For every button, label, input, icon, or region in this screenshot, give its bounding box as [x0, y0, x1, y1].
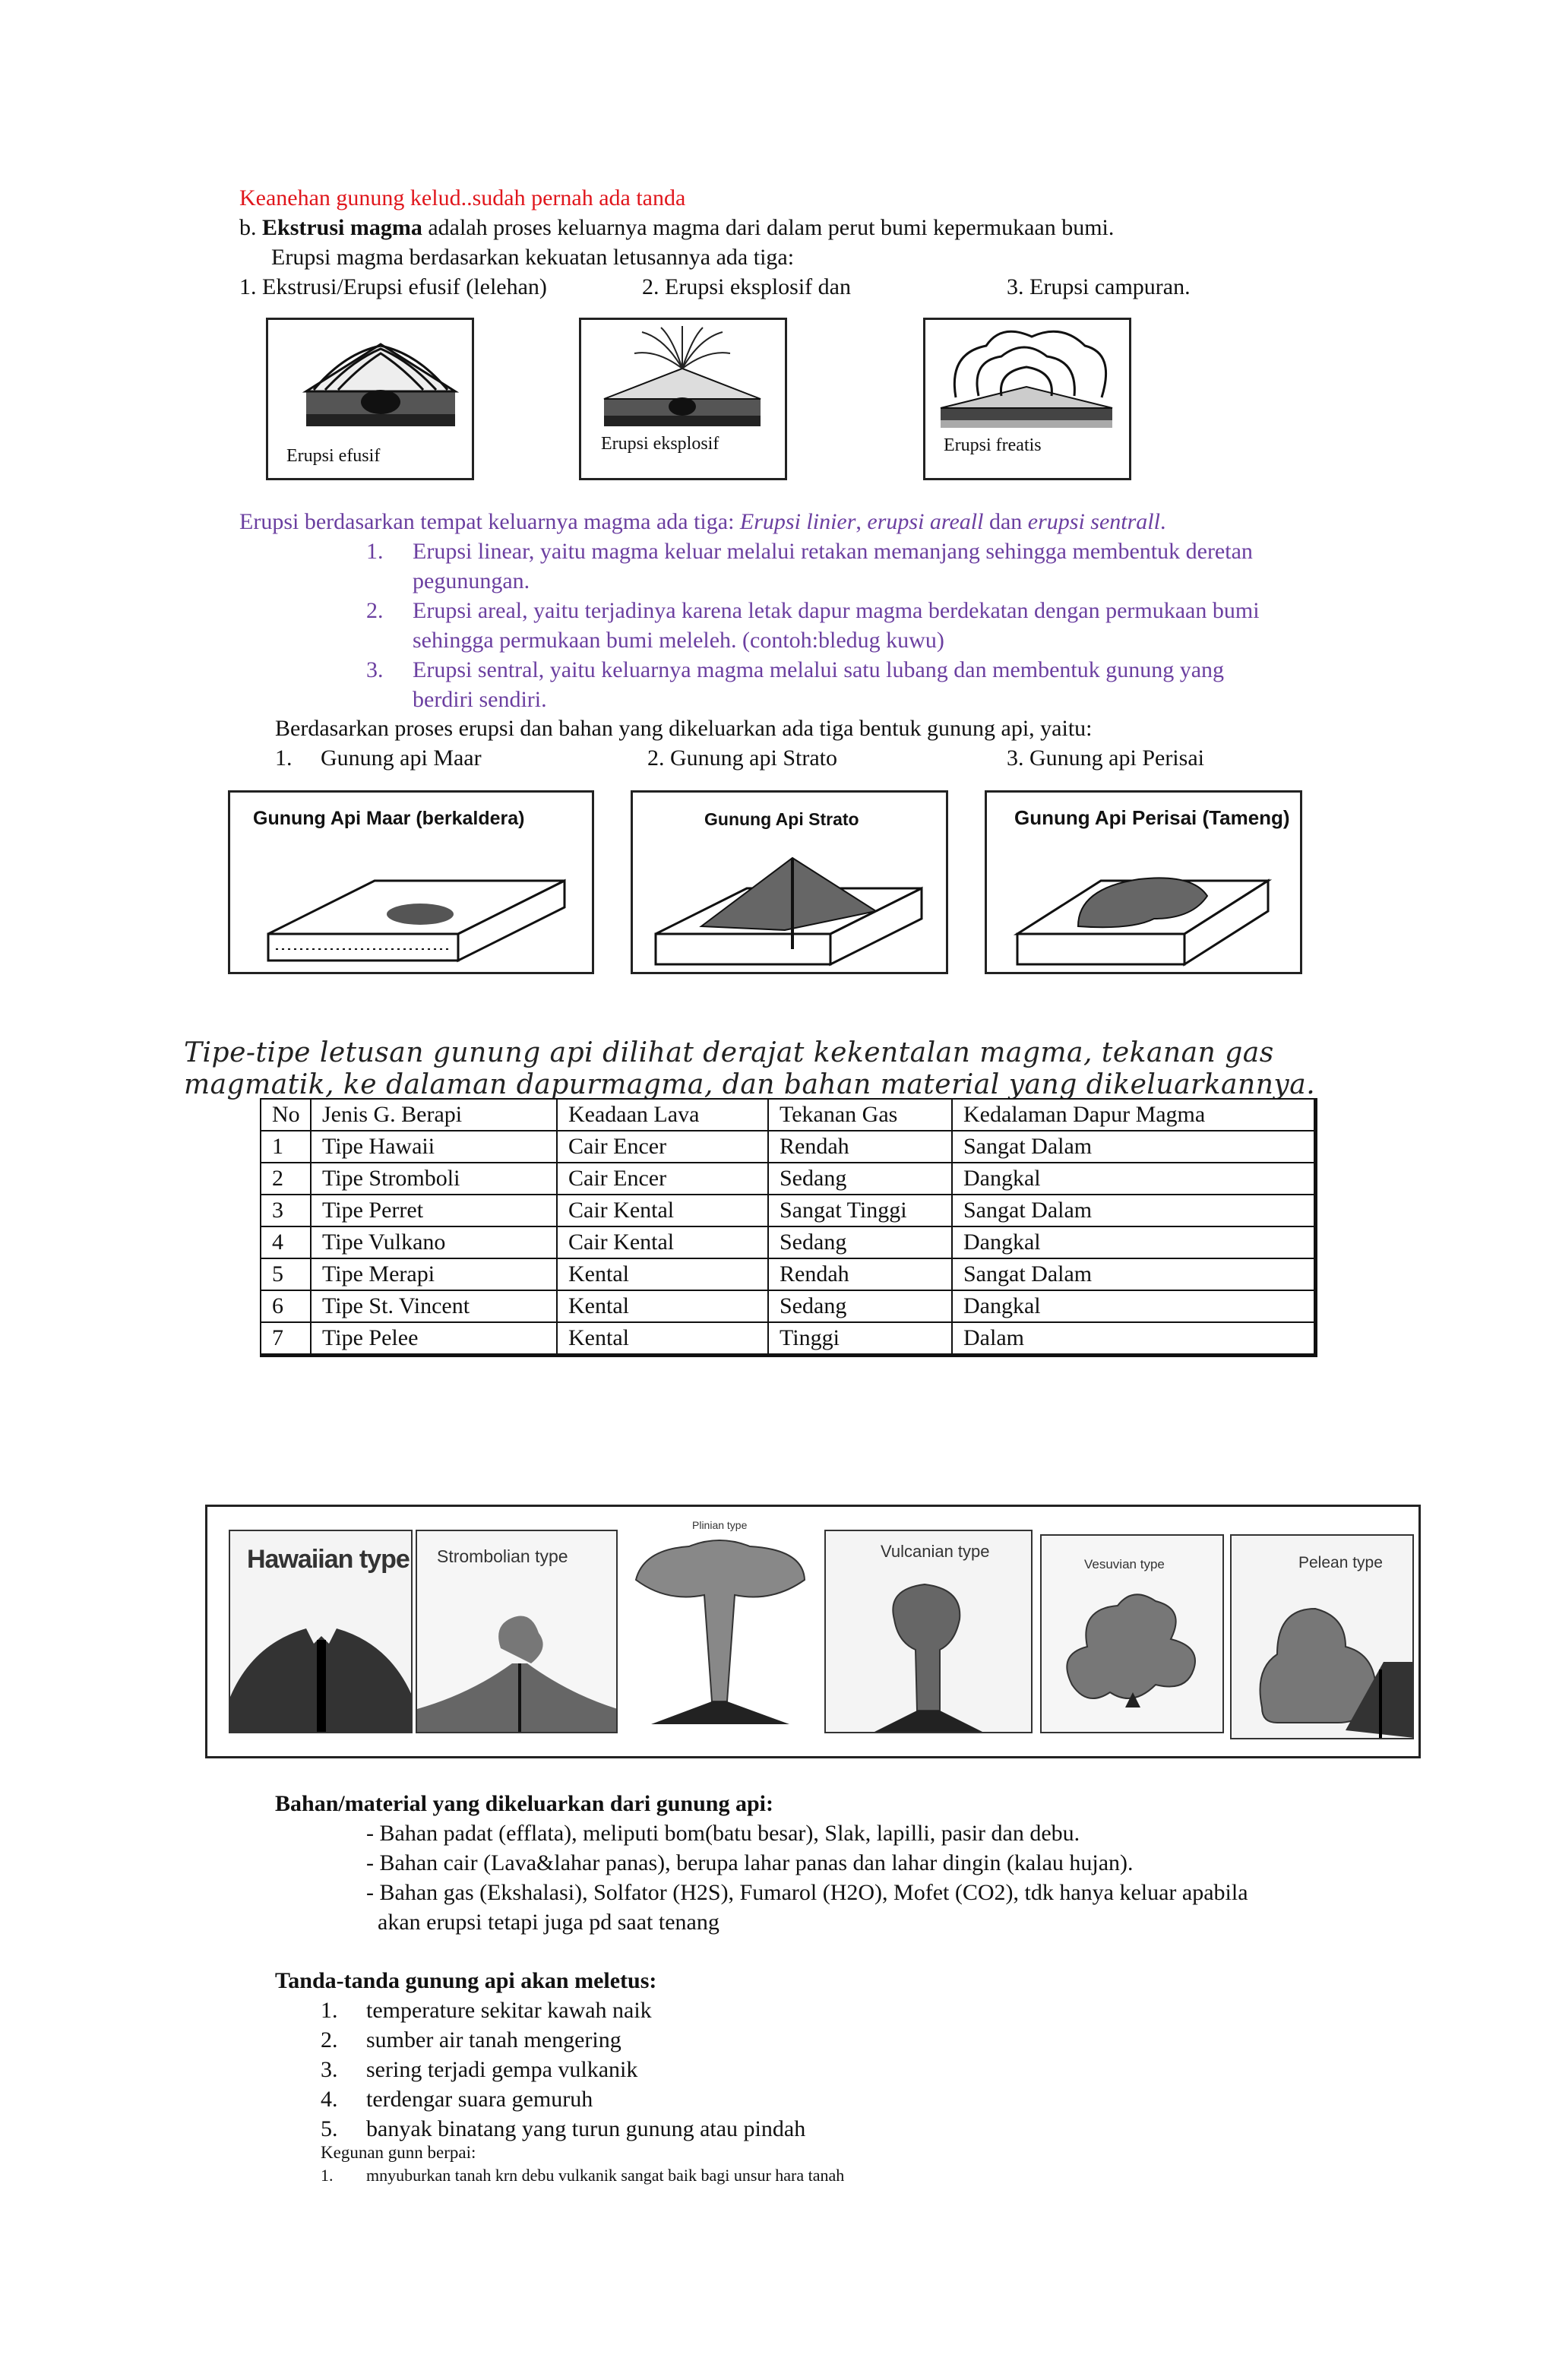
- volcano-types-table: [260, 1098, 1317, 1357]
- header-no: No: [261, 1099, 311, 1131]
- plinian-panel: [621, 1519, 820, 1733]
- effusive-eruption-figure: [266, 318, 474, 480]
- strombolian-illustration: [417, 1580, 618, 1732]
- location-intro-comma: ,: [855, 509, 868, 534]
- row-6-gas: Sedang: [768, 1290, 952, 1322]
- signs-item-3-num: 3.: [321, 2057, 338, 2082]
- row-5-kedalaman: Sangat Dalam: [952, 1258, 1316, 1290]
- location-intro: [239, 508, 1165, 536]
- phreatic-caption: Erupsi freatis: [944, 435, 1042, 455]
- signs-item-2: sumber air tanah mengering: [366, 2027, 621, 2052]
- row-6-lava: Kental: [557, 1290, 768, 1322]
- signs-item-4-num: 4.: [321, 2087, 338, 2112]
- eruption-option-1: 1. Ekstrusi/Erupsi efusif (lelehan): [239, 274, 547, 299]
- types-intro-line2: magmatik, ke dalaman dapurmagma, dan bahan material yang dikeluarkannya.: [184, 1069, 1316, 1100]
- signs-item-1: temperature sekitar kawah naik: [366, 1998, 652, 2023]
- pelean-illustration: [1232, 1578, 1414, 1738]
- row-1-no: 1: [261, 1131, 311, 1163]
- location-item-3-num: 3.: [366, 657, 384, 682]
- row-2-jenis: Tipe Stromboli: [311, 1163, 557, 1195]
- strato-diagram-title: Gunung Api Strato: [704, 809, 859, 829]
- header-lava: Keadaan Lava: [557, 1099, 768, 1131]
- row-4-gas: Sedang: [768, 1226, 952, 1258]
- signs-item-2-num: 2.: [321, 2027, 338, 2052]
- strombolian-title: Strombolian type: [437, 1546, 568, 1566]
- row-3-gas: Sangat Tinggi: [768, 1195, 952, 1226]
- red-heading: Keanehan gunung kelud..sudah pernah ada tanda: [239, 185, 686, 210]
- row-6-no: 6: [261, 1290, 311, 1322]
- table-row: [261, 1131, 1316, 1163]
- location-intro-sentrall: erupsi sentrall: [1027, 509, 1160, 534]
- shield-diagram-title: Gunung Api Perisai (Tameng): [1014, 806, 1290, 829]
- table-row: [261, 1163, 1316, 1195]
- location-item-2-line1: Erupsi areal, yaitu terjadinya karena letak dapur magma berdekatan dengan permukaan bumi: [413, 598, 1260, 623]
- shield-diagram: [985, 790, 1302, 974]
- strato-illustration: [633, 843, 946, 972]
- row-1-gas: Rendah: [768, 1131, 952, 1163]
- b-prefix: b.: [239, 215, 262, 240]
- row-5-no: 5: [261, 1258, 311, 1290]
- row-2-kedalaman: Dangkal: [952, 1163, 1316, 1195]
- location-intro-areall: erupsi areall: [867, 509, 984, 534]
- location-item-2-line2: sehingga permukaan bumi meleleh. (contoh:bledug kuwu): [413, 628, 944, 653]
- table-row: [261, 1290, 1316, 1322]
- signs-item-5: banyak binatang yang turun gunung atau pindah: [366, 2116, 806, 2141]
- hawaiian-panel: [229, 1530, 413, 1733]
- vulcanian-panel: [824, 1530, 1033, 1733]
- row-7-gas: Tinggi: [768, 1322, 952, 1356]
- row-6-jenis: Tipe St. Vincent: [311, 1290, 557, 1322]
- location-intro-a: Erupsi berdasarkan tempat keluarnya magma ada tiga:: [239, 509, 740, 534]
- table-row: [261, 1195, 1316, 1226]
- forms-option-1-num: 1.: [275, 745, 293, 771]
- table-row: [261, 1258, 1316, 1290]
- shield-illustration: [987, 843, 1300, 972]
- row-1-kedalaman: Sangat Dalam: [952, 1131, 1316, 1163]
- location-item-1-line1: Erupsi linear, yaitu magma keluar melalui retakan memanjang sehingga membentuk deretan: [413, 539, 1253, 564]
- maar-diagram-title: Gunung Api Maar (berkaldera): [253, 808, 525, 829]
- phreatic-eruption-figure: [923, 318, 1131, 480]
- plinian-illustration: [621, 1534, 820, 1733]
- location-item-3-line2: berdiri sendiri.: [413, 687, 547, 712]
- table-row: [261, 1226, 1316, 1258]
- plinian-title: Plinian type: [692, 1519, 748, 1531]
- materials-item-3-cont: akan erupsi tetapi juga pd saat tenang: [378, 1910, 719, 1935]
- hawaiian-illustration: [230, 1598, 413, 1733]
- row-2-lava: Cair Encer: [557, 1163, 768, 1195]
- strato-diagram: [631, 790, 948, 974]
- explosive-eruption-figure: [579, 318, 787, 480]
- row-5-lava: Kental: [557, 1258, 768, 1290]
- row-4-lava: Cair Kental: [557, 1226, 768, 1258]
- row-4-kedalaman: Dangkal: [952, 1226, 1316, 1258]
- row-5-jenis: Tipe Merapi: [311, 1258, 557, 1290]
- row-6-kedalaman: Dangkal: [952, 1290, 1316, 1322]
- row-7-no: 7: [261, 1322, 311, 1356]
- ekstrusi-term: Ekstrusi magma: [262, 215, 422, 240]
- location-intro-period: .: [1159, 509, 1166, 534]
- location-item-1-line2: pegunungan.: [413, 568, 530, 593]
- benefits-title: Kegunan gunn berpai:: [321, 2143, 476, 2162]
- explosive-volcano-illustration: [581, 323, 785, 437]
- signs-item-4: terdengar suara gemuruh: [366, 2087, 593, 2112]
- row-4-jenis: Tipe Vulkano: [311, 1226, 557, 1258]
- maar-diagram: [228, 790, 594, 974]
- hawaiian-title: Hawaiian type: [247, 1545, 410, 1574]
- signs-item-5-num: 5.: [321, 2116, 338, 2141]
- materials-item-3: - Bahan gas (Ekshalasi), Solfator (H2S), Fumarol (H2O), Mofet (CO2), tdk hanya keluar apabila: [366, 1880, 1248, 1905]
- materials-item-2: - Bahan cair (Lava&lahar panas), berupa lahar panas dan lahar dingin (kalau hujan).: [366, 1850, 1134, 1875]
- materials-title: Bahan/material yang dikeluarkan dari gunung api:: [275, 1791, 773, 1816]
- benefits-item-1: mnyuburkan tanah krn debu vulkanik sangat baik bagi unsur hara tanah: [366, 2166, 845, 2185]
- vesuvian-panel: [1040, 1534, 1224, 1733]
- effusive-caption: Erupsi efusif: [286, 446, 381, 466]
- eruption-types-strip: [205, 1505, 1421, 1758]
- row-7-kedalaman: Dalam: [952, 1322, 1316, 1356]
- row-1-jenis: Tipe Hawaii: [311, 1131, 557, 1163]
- header-kedalaman: Kedalaman Dapur Magma: [952, 1099, 1316, 1131]
- location-item-2-num: 2.: [366, 598, 384, 623]
- maar-illustration: [230, 850, 592, 972]
- ekstrusi-rest: adalah proses keluarnya magma dari dalam perut bumi kepermukaan bumi.: [422, 215, 1115, 240]
- forms-option-1: Gunung api Maar: [321, 745, 482, 771]
- row-5-gas: Rendah: [768, 1258, 952, 1290]
- strombolian-panel: [416, 1530, 618, 1733]
- signs-item-3: sering terjadi gempa vulkanik: [366, 2057, 638, 2082]
- row-3-jenis: Tipe Perret: [311, 1195, 557, 1226]
- signs-title: Tanda-tanda gunung api akan meletus:: [275, 1968, 657, 1993]
- benefits-item-1-num: 1.: [321, 2166, 334, 2185]
- location-item-1-num: 1.: [366, 539, 384, 564]
- row-7-jenis: Tipe Pelee: [311, 1322, 557, 1356]
- forms-intro: Berdasarkan proses erupsi dan bahan yang dikeluarkan ada tiga bentuk gunung api, yaitu:: [275, 716, 1093, 741]
- types-intro-line1: Tipe-tipe letusan gunung api dilihat derajat kekentalan magma, tekanan gas: [184, 1037, 1274, 1068]
- table-row: [261, 1322, 1316, 1356]
- table-header-row: [261, 1099, 1316, 1131]
- erupsi-strength-line: Erupsi magma berdasarkan kekuatan letusannya ada tiga:: [271, 245, 795, 270]
- phreatic-volcano-illustration: [925, 323, 1129, 437]
- row-1-lava: Cair Encer: [557, 1131, 768, 1163]
- materials-item-1: - Bahan padat (efflata), meliputi bom(batu besar), Slak, lapilli, pasir dan debu.: [366, 1821, 1080, 1846]
- vulcanian-illustration: [826, 1574, 1033, 1733]
- header-gas: Tekanan Gas: [768, 1099, 952, 1131]
- forms-option-3: 3. Gunung api Perisai: [1007, 745, 1204, 771]
- row-7-lava: Kental: [557, 1322, 768, 1356]
- row-2-gas: Sedang: [768, 1163, 952, 1195]
- row-2-no: 2: [261, 1163, 311, 1195]
- header-jenis: Jenis G. Berapi: [311, 1099, 557, 1131]
- vesuvian-illustration: [1042, 1578, 1224, 1730]
- pelean-title: Pelean type: [1298, 1554, 1383, 1571]
- explosive-caption: Erupsi eksplosif: [601, 434, 719, 454]
- row-3-no: 3: [261, 1195, 311, 1226]
- vesuvian-title: Vesuvian type: [1084, 1557, 1165, 1571]
- vulcanian-title: Vulcanian type: [881, 1542, 990, 1561]
- pelean-panel: [1230, 1534, 1414, 1739]
- location-intro-dan: dan: [983, 509, 1028, 534]
- row-3-lava: Cair Kental: [557, 1195, 768, 1226]
- ekstrusi-definition: [239, 214, 1114, 242]
- location-intro-linier: Erupsi linier: [739, 509, 856, 534]
- eruption-option-3: 3. Erupsi campuran.: [1007, 274, 1191, 299]
- row-4-no: 4: [261, 1226, 311, 1258]
- forms-option-2: 2. Gunung api Strato: [647, 745, 837, 771]
- row-3-kedalaman: Sangat Dalam: [952, 1195, 1316, 1226]
- location-item-3-line1: Erupsi sentral, yaitu keluarnya magma melalui satu lubang dan membentuk gunung yang: [413, 657, 1225, 682]
- eruption-option-2: 2. Erupsi eksplosif dan: [642, 274, 851, 299]
- effusive-volcano-illustration: [268, 323, 472, 445]
- signs-item-1-num: 1.: [321, 1998, 338, 2023]
